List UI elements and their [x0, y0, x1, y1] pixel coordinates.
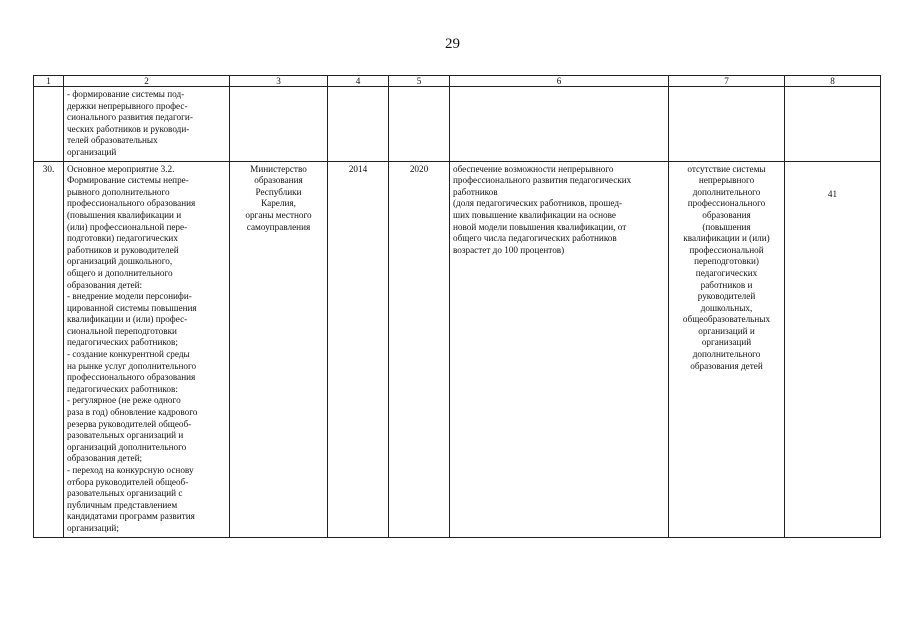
start-year-cell: 2014: [328, 161, 389, 537]
end-year-cell: [389, 87, 450, 162]
start-year-cell: [328, 87, 389, 162]
table-row-30: [34, 161, 881, 537]
indicator-cell: [785, 161, 881, 537]
column-number-row: [34, 76, 881, 87]
indicator-value: 41: [827, 188, 838, 199]
event-cell: Основное мероприятие 3.2. Формирование системы непре- рывного дополнительного профессионального образования (повышения квалификации и (или) профессиональной пере- подготовки) педагогических работников и руководителей организаций дошкольного, общего и дополнительного образования детей: - внедрение модели персонифи- цированной системы повышения квалификации и (или) профес- сиональной переподготовки педагогических работников; - создание конкурентной среды на рынке услуг дополнительного профессионального образования педагогических работников: - регулярное (не реже одного раза в год) обновление кадрового резерва руководителей общеоб- разовательных организаций и организаций дополнительного образования детей; - переход на конкурсную основу отбора руководителей общеоб- разовательных организаций с публичным представлением кандидатами программ развития организаций;: [64, 161, 230, 537]
column-number: 1: [34, 76, 64, 87]
table-row-continuation: [34, 87, 881, 162]
column-number: 5: [389, 76, 450, 87]
indicator-cell: [785, 87, 881, 162]
column-number: 6: [450, 76, 669, 87]
consequences-cell: отсутствие системы непрерывного дополнительного профессионального образования (повышения квалификации и (или) профессиональной переподготовки) педагогических работников и руководителей дошкольных, общеобразовательных организаций и организаций дополнительного образования детей: [669, 161, 785, 537]
column-number: 3: [230, 76, 328, 87]
end-year-cell: 2020: [389, 161, 450, 537]
result-cell: [450, 87, 669, 162]
column-number: 7: [669, 76, 785, 87]
executor-cell: [230, 87, 328, 162]
event-cell: - формирование системы под- держки непрерывного профес- сионального развития педагоги- ческих работников и руководи- телей образовательных организаций: [64, 87, 230, 162]
page-number: 29: [445, 36, 460, 52]
column-number: 8: [785, 76, 881, 87]
row-number-cell: [34, 87, 64, 162]
row-number-cell: 30.: [34, 161, 64, 537]
consequences-cell: [669, 87, 785, 162]
result-cell: обеспечение возможности непрерывного профессионального развития педагогических работников (доля педагогических работников, прошед- ших повышение квалификации на основе новой модели повышения квалификации, от общего числа педагогических работников возрастет до 100 процентов): [450, 161, 669, 537]
column-number: 2: [64, 76, 230, 87]
activities-table: [33, 75, 881, 538]
column-number: 4: [328, 76, 389, 87]
executor-cell: Министерство образования Республики Карелия, органы местного самоуправления: [230, 161, 328, 537]
